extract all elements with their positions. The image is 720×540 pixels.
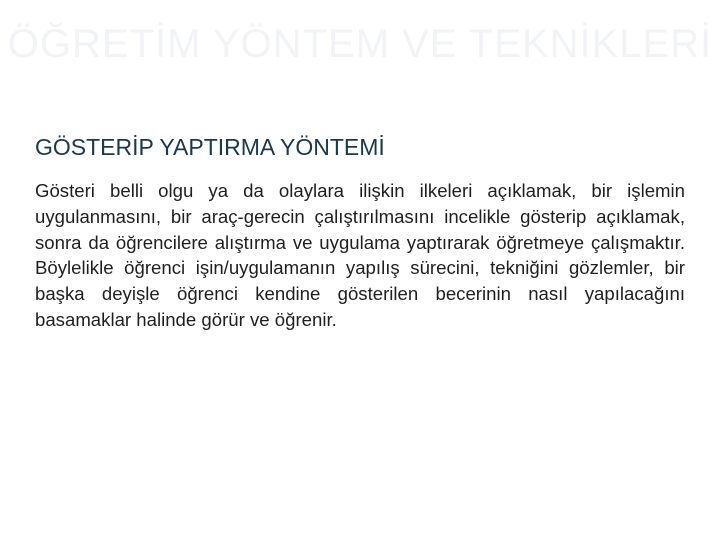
section-heading: GÖSTERİP YAPTIRMA YÖNTEMİ: [35, 134, 385, 160]
body-paragraph: Gösteri belli olgu ya da olaylara ilişkin ilkeleri açıklamak, bir işlemin uygulanmasını, bir araç-gerecin çalıştırılmasını incelikle gösterip açıklamak, sonra da öğrencilere alıştırma ve uygulama yaptırarak öğretmeye çalışmaktır. Böylelikle öğrenci işin/uygulamanın yapılış sürecini, tekniğini gözlemler, bir başka deyişle öğrenci kendine gösterilen becerinin nasıl yapılacağını basamaklar halinde görür ve öğrenir.: [35, 180, 685, 330]
slide-title: ÖĞRETİM YÖNTEM VE TEKNİKLERİ: [7, 22, 713, 66]
